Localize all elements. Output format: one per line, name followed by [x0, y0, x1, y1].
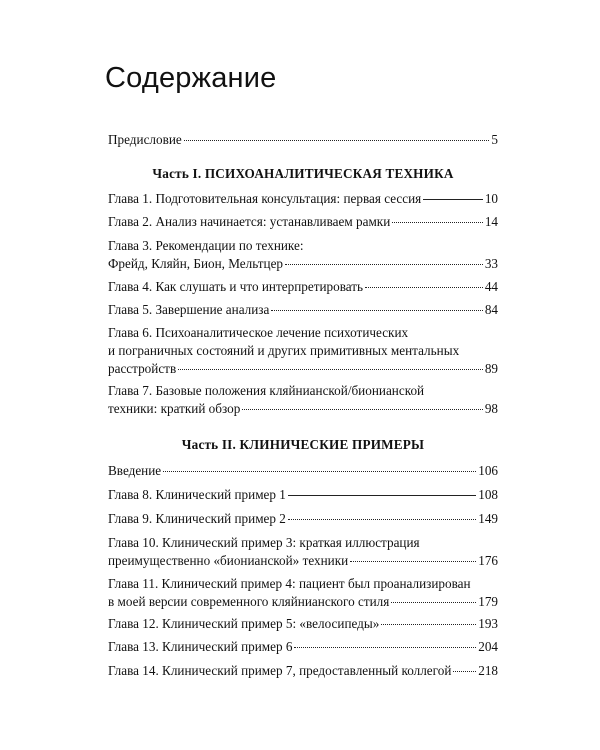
page-title: Содержание: [105, 62, 277, 94]
toc-entry-label: Предисловие: [108, 132, 182, 147]
toc-entry-label: Глава 6. Психоаналитическое лечение психотических: [108, 325, 409, 340]
leader-line: [178, 369, 483, 370]
toc-page-number: 218: [478, 663, 498, 678]
toc-entry-label: и пограничных состояний и других примитивных ментальных: [108, 343, 460, 358]
leader-line: [365, 287, 483, 288]
toc-entry-label: Глава 5. Завершение анализа: [108, 302, 270, 317]
toc-page-number: 106: [478, 463, 498, 478]
leader-line: [288, 495, 476, 496]
leader-line: [242, 409, 483, 410]
toc-entry-label: Глава 4. Как слушать и что интерпретировать: [108, 279, 364, 294]
toc-entry-label: преимущественно «бионианской» техники: [108, 553, 349, 568]
toc-entry-label: Глава 14. Клинический пример 7, предоставленный коллегой: [108, 663, 452, 678]
toc-entry-label: техники: краткий обзор: [108, 401, 241, 416]
toc-page-number: 14: [484, 214, 498, 229]
toc-entry-label: Глава 7. Базовые положения кляйнианской/бионианской: [108, 383, 425, 398]
toc-page-number: 98: [484, 401, 498, 416]
toc-entry-label: расстройств: [108, 361, 177, 376]
toc-entry: [108, 213, 498, 231]
toc-page-number: 10: [484, 191, 498, 206]
toc-page-number: 89: [484, 361, 498, 376]
leader-line: [288, 519, 476, 520]
leader-line: [453, 671, 476, 672]
toc-entry-label: Введение: [108, 463, 162, 478]
toc-entry: [108, 462, 498, 480]
toc-entry-label: Глава 9. Клинический пример 2: [108, 511, 286, 526]
toc-page-number: 33: [484, 256, 498, 271]
part-heading-2: Часть II. КЛИНИЧЕСКИЕ ПРИМЕРЫ: [181, 437, 425, 452]
toc-entry: [108, 324, 498, 378]
toc-entry-label: Глава 12. Клинический пример 5: «велосипеды»: [108, 616, 380, 631]
toc-entry-label: Глава 11. Клинический пример 4: пациент был проанализирован: [108, 576, 471, 591]
toc-entry-label: Глава 10. Клинический пример 3: краткая иллюстрация: [108, 535, 420, 550]
leader-line: [271, 310, 482, 311]
toc-entry: [108, 615, 498, 633]
toc-entry: [108, 486, 498, 504]
toc-page-number: 179: [478, 594, 498, 609]
toc-entry-label: Фрейд, Кляйн, Бион, Мельтцер: [108, 256, 284, 271]
toc-page-number: 176: [478, 553, 498, 568]
toc-entry-preface: [108, 131, 498, 149]
leader-line: [350, 561, 476, 562]
toc-page-number: 204: [478, 639, 498, 654]
toc-page-number: 193: [478, 616, 498, 631]
toc-entry: [108, 382, 498, 418]
toc-entry-label: Глава 3. Рекомендации по технике:: [108, 238, 304, 253]
toc-entry-label: Глава 8. Клинический пример 1: [108, 487, 286, 502]
leader-line: [392, 222, 483, 223]
toc-entry-label: Глава 2. Анализ начинается: устанавливаем рамки: [108, 214, 391, 229]
toc-page-number: 108: [478, 487, 498, 502]
toc-entry-label: Глава 13. Клинический пример 6: [108, 639, 293, 654]
toc-entry: [108, 638, 498, 656]
leader-line: [184, 140, 490, 141]
part-heading-1: Часть I. ПСИХОАНАЛИТИЧЕСКАЯ ТЕХНИКА: [152, 166, 454, 181]
toc-entry: [108, 190, 498, 208]
leader-line: [381, 624, 476, 625]
toc-entry: [108, 301, 498, 319]
toc-entry: [108, 237, 498, 273]
toc-page-number: 84: [484, 302, 498, 317]
leader-line: [391, 602, 476, 603]
toc-page-number: 44: [484, 279, 498, 294]
toc-entry: [108, 510, 498, 528]
leader-line: [285, 264, 483, 265]
toc-entry-label: в моей версии современного кляйнианского стиля: [108, 594, 390, 609]
leader-line: [423, 199, 483, 200]
toc-entry: [108, 662, 498, 680]
toc-entry-label: Глава 1. Подготовительная консультация: первая сессия: [108, 191, 422, 206]
leader-line: [163, 471, 476, 472]
toc-page-number: 5: [491, 132, 498, 147]
toc-entry: [108, 278, 498, 296]
toc-entry: [108, 575, 498, 611]
leader-line: [294, 647, 476, 648]
toc-page-number: 149: [478, 511, 498, 526]
toc-entry: [108, 534, 498, 570]
